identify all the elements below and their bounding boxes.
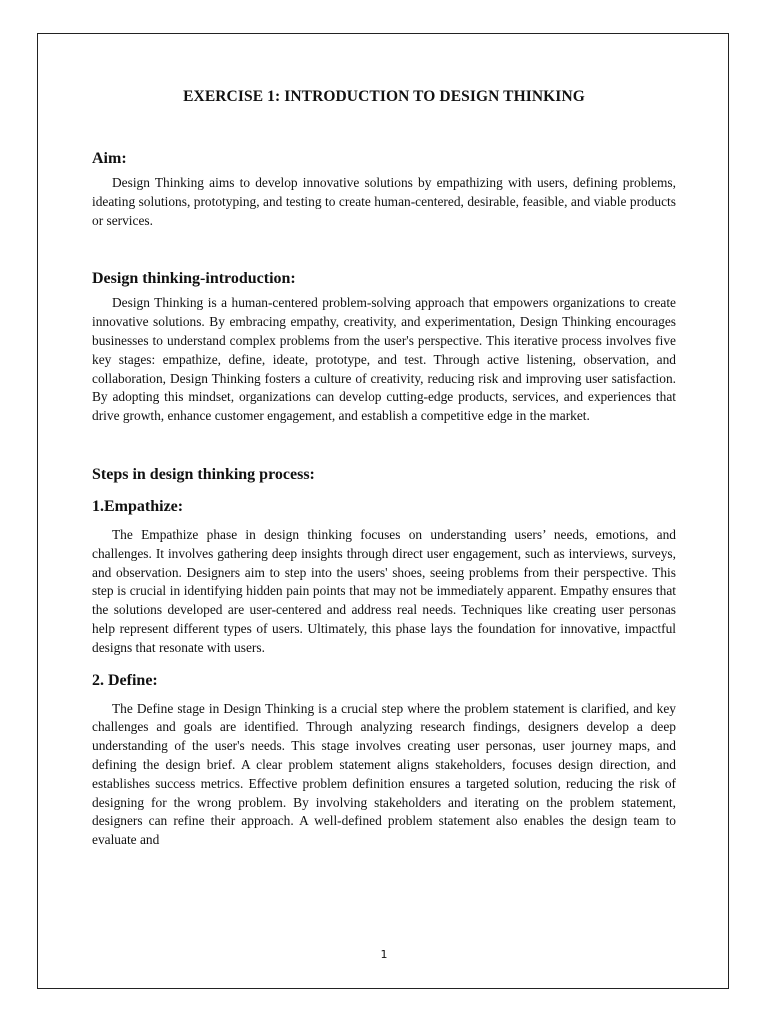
- steps-heading: Steps in design thinking process:: [92, 465, 315, 483]
- aim-heading: Aim:: [92, 150, 127, 167]
- intro-paragraph: Design Thinking is a human-centered problem-solving approach that empowers organizations to create innovative solutions. By embracing empathy, creativity, and experimentation, Design Thinking encourages businesses to understand complex problems from the user's perspective. This iterative process involves five key stages: empathize, define, ideate, prototype, and test. Through active listening, observation, and collaboration, Design Thinking fosters a culture of creativity, reducing risk and improving user satisfaction. By adopting this mindset, organizations can develop cutting-edge products, services, and experiences that drive growth, enhance customer engagement, and establish a competitive edge in the market.: [92, 295, 676, 424]
- aim-paragraph: Design Thinking aims to develop innovative solutions by empathizing with users, defining problems, ideating solutions, prototyping, and testing to create human-centered, desirable, feasible, and viable products or services.: [92, 175, 676, 228]
- define-heading: 2. Define:: [92, 671, 158, 689]
- define-paragraph: The Define stage in Design Thinking is a crucial step where the problem statement is clarified, and key challenges and goals are identified. Through analyzing research findings, designers develop a deep understanding of the user's needs. This stage involves creating user personas, user journey maps, and defining the design brief. A clear problem statement aligns stakeholders, focuses design direction, and establishes success metrics. Effective problem definition ensures a targeted solution, reducing the risk of designing for the wrong problem. By involving stakeholders and iterating on the problem statement, designers can refine their approach. A well-defined problem statement also enables the design team to evaluate and: [92, 700, 676, 848]
- empathize-heading: 1.Empathize:: [92, 497, 184, 515]
- empathize-paragraph: The Empathize phase in design thinking focuses on understanding users’ needs, emotions, and challenges. It involves gathering deep insights through direct user engagement, such as interviews, surveys, and observation. Designers aim to step into the users' shoes, seeing problems from their perspective. This step is crucial in identifying hidden pain points that may not be immediately apparent. Empathy ensures that the solutions developed are user-centered and address real needs. Techniques like creating user personas help represent different types of users. Ultimately, this phase lays the foundation for innovative, impactful designs that resonate with users.: [92, 526, 676, 655]
- document-body: [92, 86, 676, 850]
- page-number: 1: [380, 948, 388, 961]
- document-title: EXERCISE 1: INTRODUCTION TO DESIGN THINKING: [183, 88, 585, 105]
- intro-heading: Design thinking-introduction:: [92, 270, 296, 288]
